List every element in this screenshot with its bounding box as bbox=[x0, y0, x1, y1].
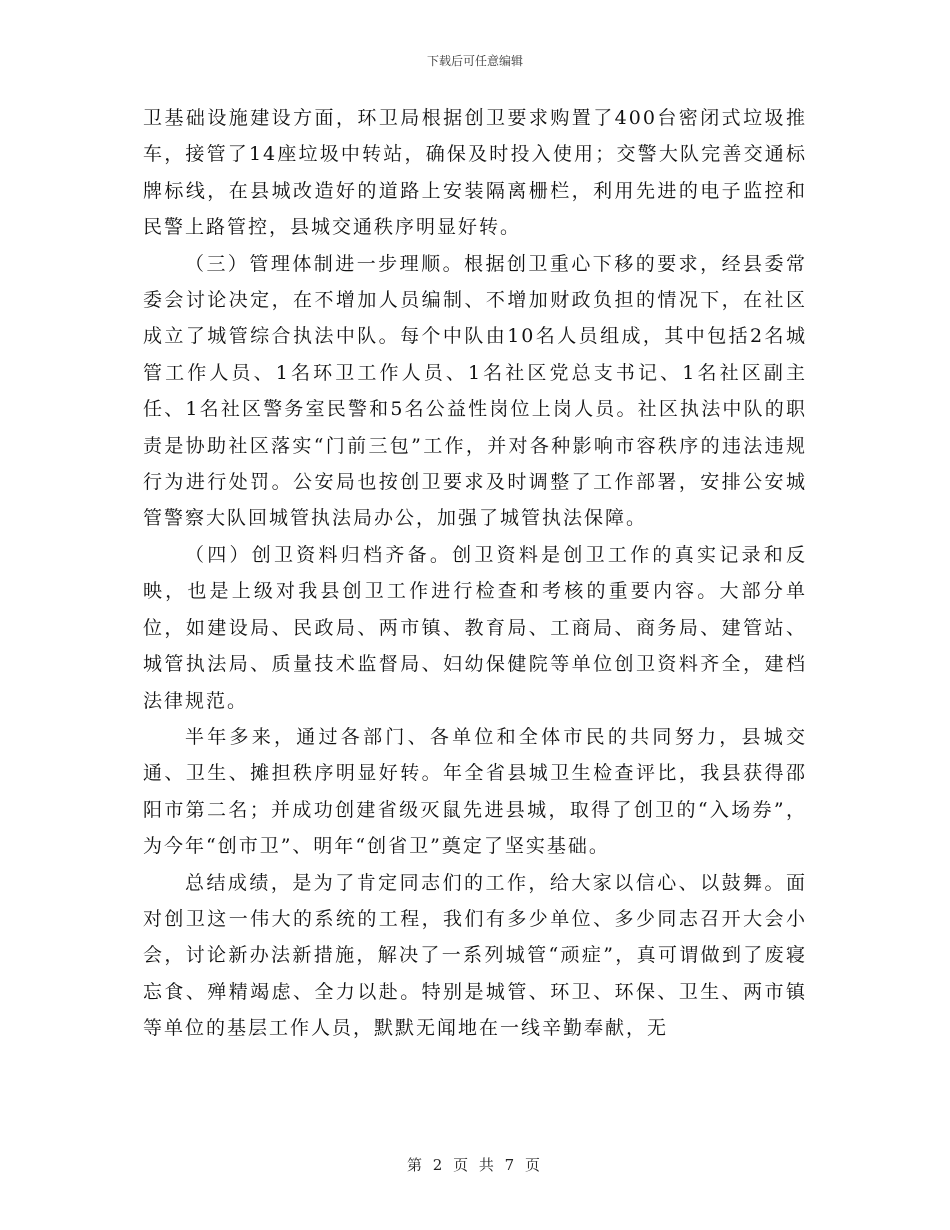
page-header: 下载后可任意编辑 bbox=[426, 54, 523, 68]
paragraph-continuation: 卫基础设施建设方面，环卫局根据创卫要求购置了400台密闭式垃圾推车，接管了14座垃圾中转站，确保及时投入使用；交警大队完善交通标牌标线，在县城改造好的道路上安装隔离栅栏，利用先进的电子监控和民警上路管控，县城交通秩序明显好转。 bbox=[143, 107, 807, 239]
paragraph-summary: 总结成绩，是为了肯定同志们的工作，给大家以信心、以鼓舞。面对创卫这一伟大的系统的工程，我们有多少单位、多少同志召开大会小会，讨论新办法新措施，解决了一系列城管“顽症”，真可谓做到了废寝忘食、殚精竭虑、全力以赴。特别是城管、环卫、环保、卫生、两市镇等单位的基层工作人员，默默无闻地在一线辛勤奉献，无 bbox=[143, 871, 807, 1040]
document-body bbox=[143, 100, 807, 1047]
page-footer: 第 2 页 共 7 页 bbox=[407, 1156, 543, 1174]
paragraph-management-system: （三）管理体制进一步理顺。根据创卫重心下移的要求，经县委常委会讨论决定，在不增加人员编制、不增加财政负担的情况下，在社区成立了城管综合执法中队。每个中队由10名人员组成，其中包括2名城管工作人员、1名环卫工作人员、1名社区党总支书记、1名社区副主任、1名社区警务室民警和5名公益性岗位上岗人员。社区执法中队的职责是协助社区落实“门前三包”工作，并对各种影响市容秩序的违法违规行为进行处罚。公安局也按创卫要求及时调整了工作部署，安排公安城管警察大队回城管执法局办公，加强了城管执法保障。 bbox=[143, 252, 807, 530]
paragraph-half-year-results: 半年多来，通过各部门、各单位和全体市民的共同努力，县城交通、卫生、摊担秩序明显好转。年全省县城卫生检查评比，我县获得邵阳市第二名；并成功创建省级灭鼠先进县城，取得了创卫的“入场券”，为今年“创市卫”、明年“创省卫”奠定了坚实基础。 bbox=[143, 725, 807, 858]
paragraph-archive-materials: （四）创卫资料归档齐备。创卫资料是创卫工作的真实记录和反映，也是上级对我县创卫工作进行检查和考核的重要内容。大部分单位，如建设局、民政局、两市镇、教育局、工商局、商务局、建管站、城管执法局、质量技术监督局、妇幼保健院等单位创卫资料齐全，建档法律规范。 bbox=[143, 543, 807, 712]
